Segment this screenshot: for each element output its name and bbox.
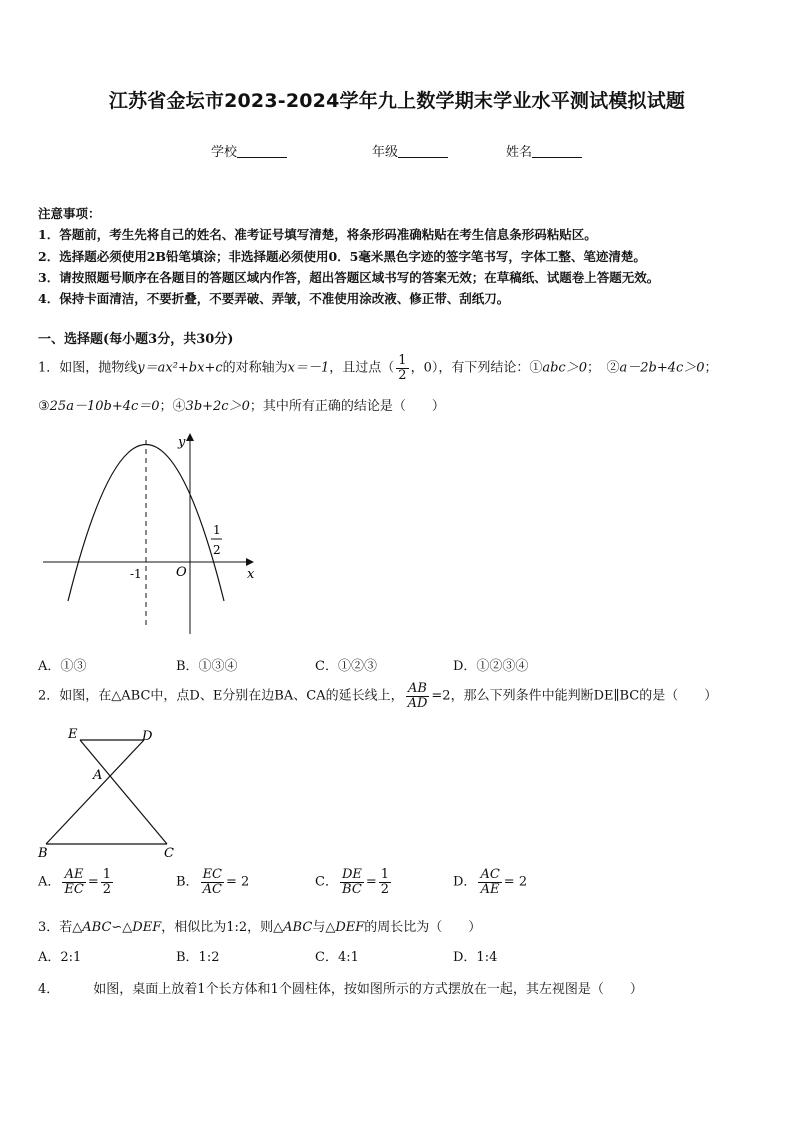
q2-option-d[interactable]: D． $\frac{AC}{AE}$ = 2: [453, 867, 528, 897]
q2-option-a[interactable]: A． $\frac{AE}{EC}$ = $\frac{1}{2}$: [38, 867, 112, 897]
q1-fraction: $\frac{1}{2}$: [398, 353, 407, 383]
q1-conclusion-4: 3b+2c＞0: [185, 399, 250, 414]
y-axis-arrow: [186, 433, 194, 441]
q1-option-c[interactable]: C．①②③: [315, 659, 377, 674]
point-C-label: C: [164, 846, 174, 861]
q1-equation: y＝ax²+bx+c: [137, 360, 223, 376]
grade-field: [372, 141, 448, 160]
q2-option-c[interactable]: C． $\frac{DE}{BC}$ = $\frac{1}{2}$: [315, 867, 390, 897]
school-label: 学校: [211, 145, 238, 160]
question-1-line-2: ③25a－10b+4c＝0；④3b+2c＞0；其中所有正确的结论是（ ）: [38, 399, 445, 414]
q1-conclusion-1: abc＞0: [542, 360, 587, 376]
point-A-label: A: [93, 768, 103, 783]
note-item: 3．请按照题号顺序在各题目的答题区域内作答，超出答题区域书写的答案无效；在草稿纸、试题卷上答题无效。: [38, 270, 660, 285]
school-field: [211, 141, 287, 160]
triangle-figure: [36, 726, 176, 862]
school-blank: [237, 145, 287, 158]
name-field: [506, 141, 582, 160]
q1-after: ，0），有下列结论：①: [410, 360, 543, 376]
parabola-graph: [38, 428, 268, 638]
segment-DB: [46, 740, 144, 844]
q2-tail: =2，那么下列条件中能判断DE∥BC的是（ ）: [431, 688, 718, 704]
q3-option-a[interactable]: A．2:1: [38, 950, 82, 965]
x-axis-label: x: [247, 567, 255, 582]
q1-mid: 的对称轴为: [222, 360, 288, 376]
question-1-line-1: 1．如图，抛物线y＝ax²+bx+c的对称轴为x＝－1，且过点（ $\frac{1}{2}$ ，0），有下列结论：①abc＞0； ②a－2b+4c＞0；: [38, 353, 718, 383]
y-axis-label: y: [178, 435, 186, 450]
q1-option-d[interactable]: D．①②③④: [453, 659, 529, 674]
question-3: 3．若△ABC∽△DEF，相似比为1:2，则△ABC与△DEF的周长比为（ ）: [38, 920, 482, 935]
grade-blank: [398, 145, 448, 158]
q2-fraction: $\frac{AB}{AD}$: [407, 681, 428, 711]
segment-EC: [80, 740, 167, 844]
page-title: 江苏省金坛市2023-2024学年九上数学期末学业水平测试模拟试题: [108, 90, 686, 112]
x-axis-arrow: [246, 558, 254, 566]
q1-pass: ，且过点（: [329, 360, 395, 376]
origin-label: O: [176, 565, 187, 580]
q3-option-d[interactable]: D．1:4: [453, 950, 498, 965]
question-2: [38, 682, 717, 710]
note-item: 4．保持卡面清洁，不要折叠，不要弄破、弄皱，不准使用涂改液、修正带、刮纸刀。: [38, 291, 510, 306]
half-numerator: 1: [213, 523, 221, 537]
q1-lead: 1．如图，抛物线: [38, 360, 138, 376]
q2-option-b[interactable]: B． $\frac{EC}{AC}$ = 2: [176, 867, 250, 897]
name-label: 姓名: [506, 145, 533, 160]
q1-conclusion-3: 25a－10b+4c＝0: [49, 399, 160, 414]
point-E-label: E: [68, 727, 78, 742]
q3-option-b[interactable]: B．1:2: [176, 950, 220, 965]
tick-label: -1: [130, 567, 142, 581]
half-denominator: 2: [213, 543, 221, 557]
note-item: 1．答题前，考生先将自己的姓名、准考证号填写清楚，将条形码准确粘贴在考生信息条形码粘贴区。: [38, 227, 597, 242]
q1-tail: ；其中所有正确的结论是（ ）: [249, 399, 445, 414]
point-B-label: B: [38, 846, 48, 861]
q4-text: 如图，桌面上放着1个长方体和1个圆柱体，按如图所示的方式摆放在一起，其左视图是（ ）: [93, 982, 643, 997]
note-item: 2．选择题必须使用2B铅笔填涂；非选择题必须使用0．5毫米黑色字迹的签字笔书写，字体工整、笔迹清楚。: [38, 249, 646, 264]
notes-heading: 注意事项：: [38, 206, 101, 221]
q2-lead: 2．如图，在△ABC中，点D、E分别在边BA、CA的延长线上，: [38, 688, 404, 704]
q1-option-b[interactable]: B．①③④: [176, 659, 238, 674]
q3-option-c[interactable]: C．4:1: [315, 950, 359, 965]
q3-similarity: △ABC∽△DEF: [72, 920, 162, 935]
q1-conclusion-2: a－2b+4c＞0: [619, 360, 705, 376]
question-4: 4． 如图，桌面上放着1个长方体和1个圆柱体，按如图所示的方式摆放在一起，其左视图是（ ）: [38, 982, 643, 997]
q1-axis: x＝－1: [287, 360, 330, 376]
q1-option-a[interactable]: A．①③: [38, 659, 87, 674]
section-heading: 一、选择题(每小题3分，共30分): [38, 332, 234, 347]
grade-label: 年级: [372, 145, 399, 160]
point-D-label: D: [142, 729, 153, 744]
name-blank: [532, 145, 582, 158]
